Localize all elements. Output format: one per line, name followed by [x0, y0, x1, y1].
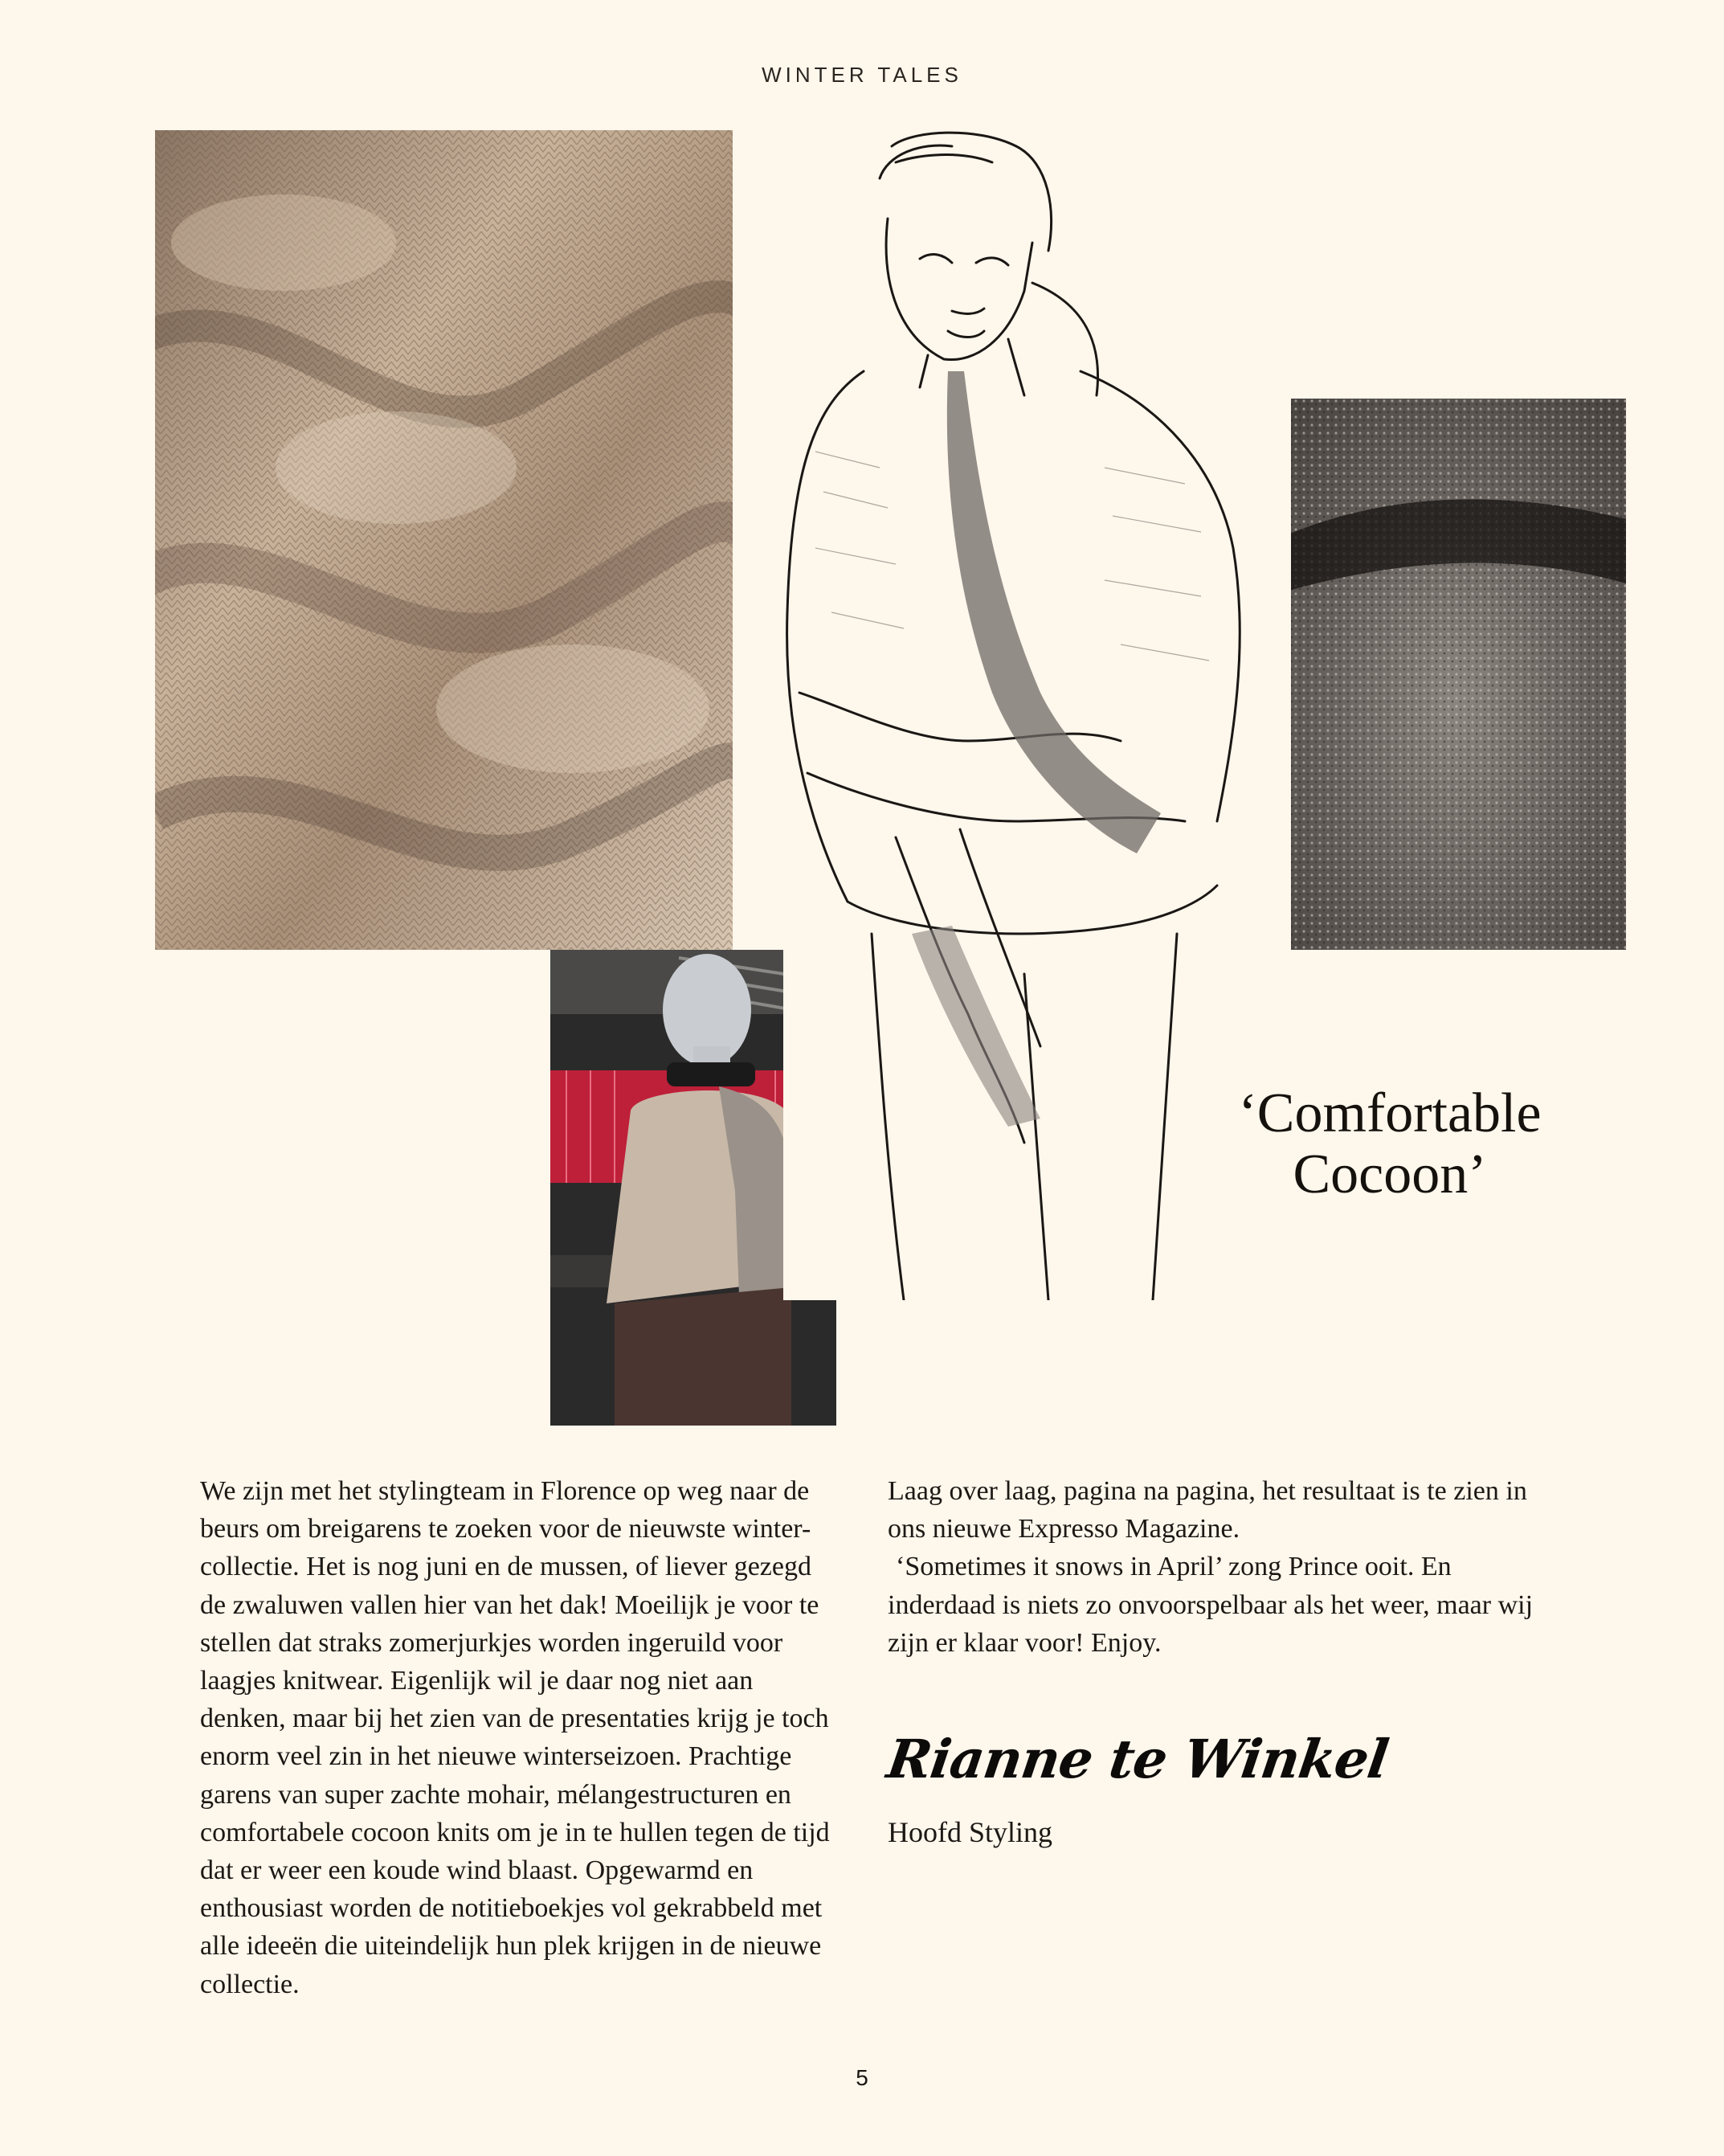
article-column-left	[200, 1472, 835, 2003]
melange-knit-photo	[1286, 399, 1626, 950]
article-column-right	[888, 1472, 1538, 1662]
pull-quote	[1229, 1083, 1550, 1205]
article-paragraph: Laag over laag, pagina na pagina, het resultaat is te zien in ons nieuwe Expresso Magazine.	[888, 1476, 1527, 1544]
fashion-sketch-illustration	[783, 130, 1291, 1300]
author-signature: Rianne te Winkel	[883, 1728, 1392, 1790]
page-number: 5	[856, 2065, 868, 2090]
pull-quote-line-2: Cocoon’	[1293, 1143, 1487, 1205]
article-paragraph: We zijn met het stylingteam in Florence op weg naar de beurs om breigarens te zoeken voor de nieuwste winter-collectie. Het is nog juni en de mussen, of liever gezegd de zwaluwen vallen hier van het dak! Moeilijk je voor te stellen dat straks zomerjurkjes worden ingeruild voor laagjes knitwear. Eigenlijk wil je daar nog niet aan denken, maar bij het zien van de presentaties krijg je toch enorm veel zin in het nieuwe winterseizoen. Prachtige garens van super zachte mohair, mélangestructuren en comfortabele cocoon knits om je in te hullen tegen de tijd dat er weer een koude wind blaast. Opgewarmd en enthousiast worden de notitieboekjes vol gekrabbeld met alle ideeën die uiteindelijk hun plek krijgen in de nieuwe collectie.	[200, 1476, 830, 1999]
pull-quote-line-1: ‘Comfortable	[1238, 1082, 1542, 1144]
cable-knit-photo	[155, 130, 733, 950]
section-title: WINTER TALES	[762, 63, 962, 87]
author-role: Hoofd Styling	[888, 1816, 1053, 1848]
article-paragraph: ‘Sometimes it snows in April’ zong Prince ooit. En inderdaad is niets zo onvoorspelbaar als het weer, maar wij zijn er klaar voor! Enjoy.	[888, 1552, 1534, 1658]
